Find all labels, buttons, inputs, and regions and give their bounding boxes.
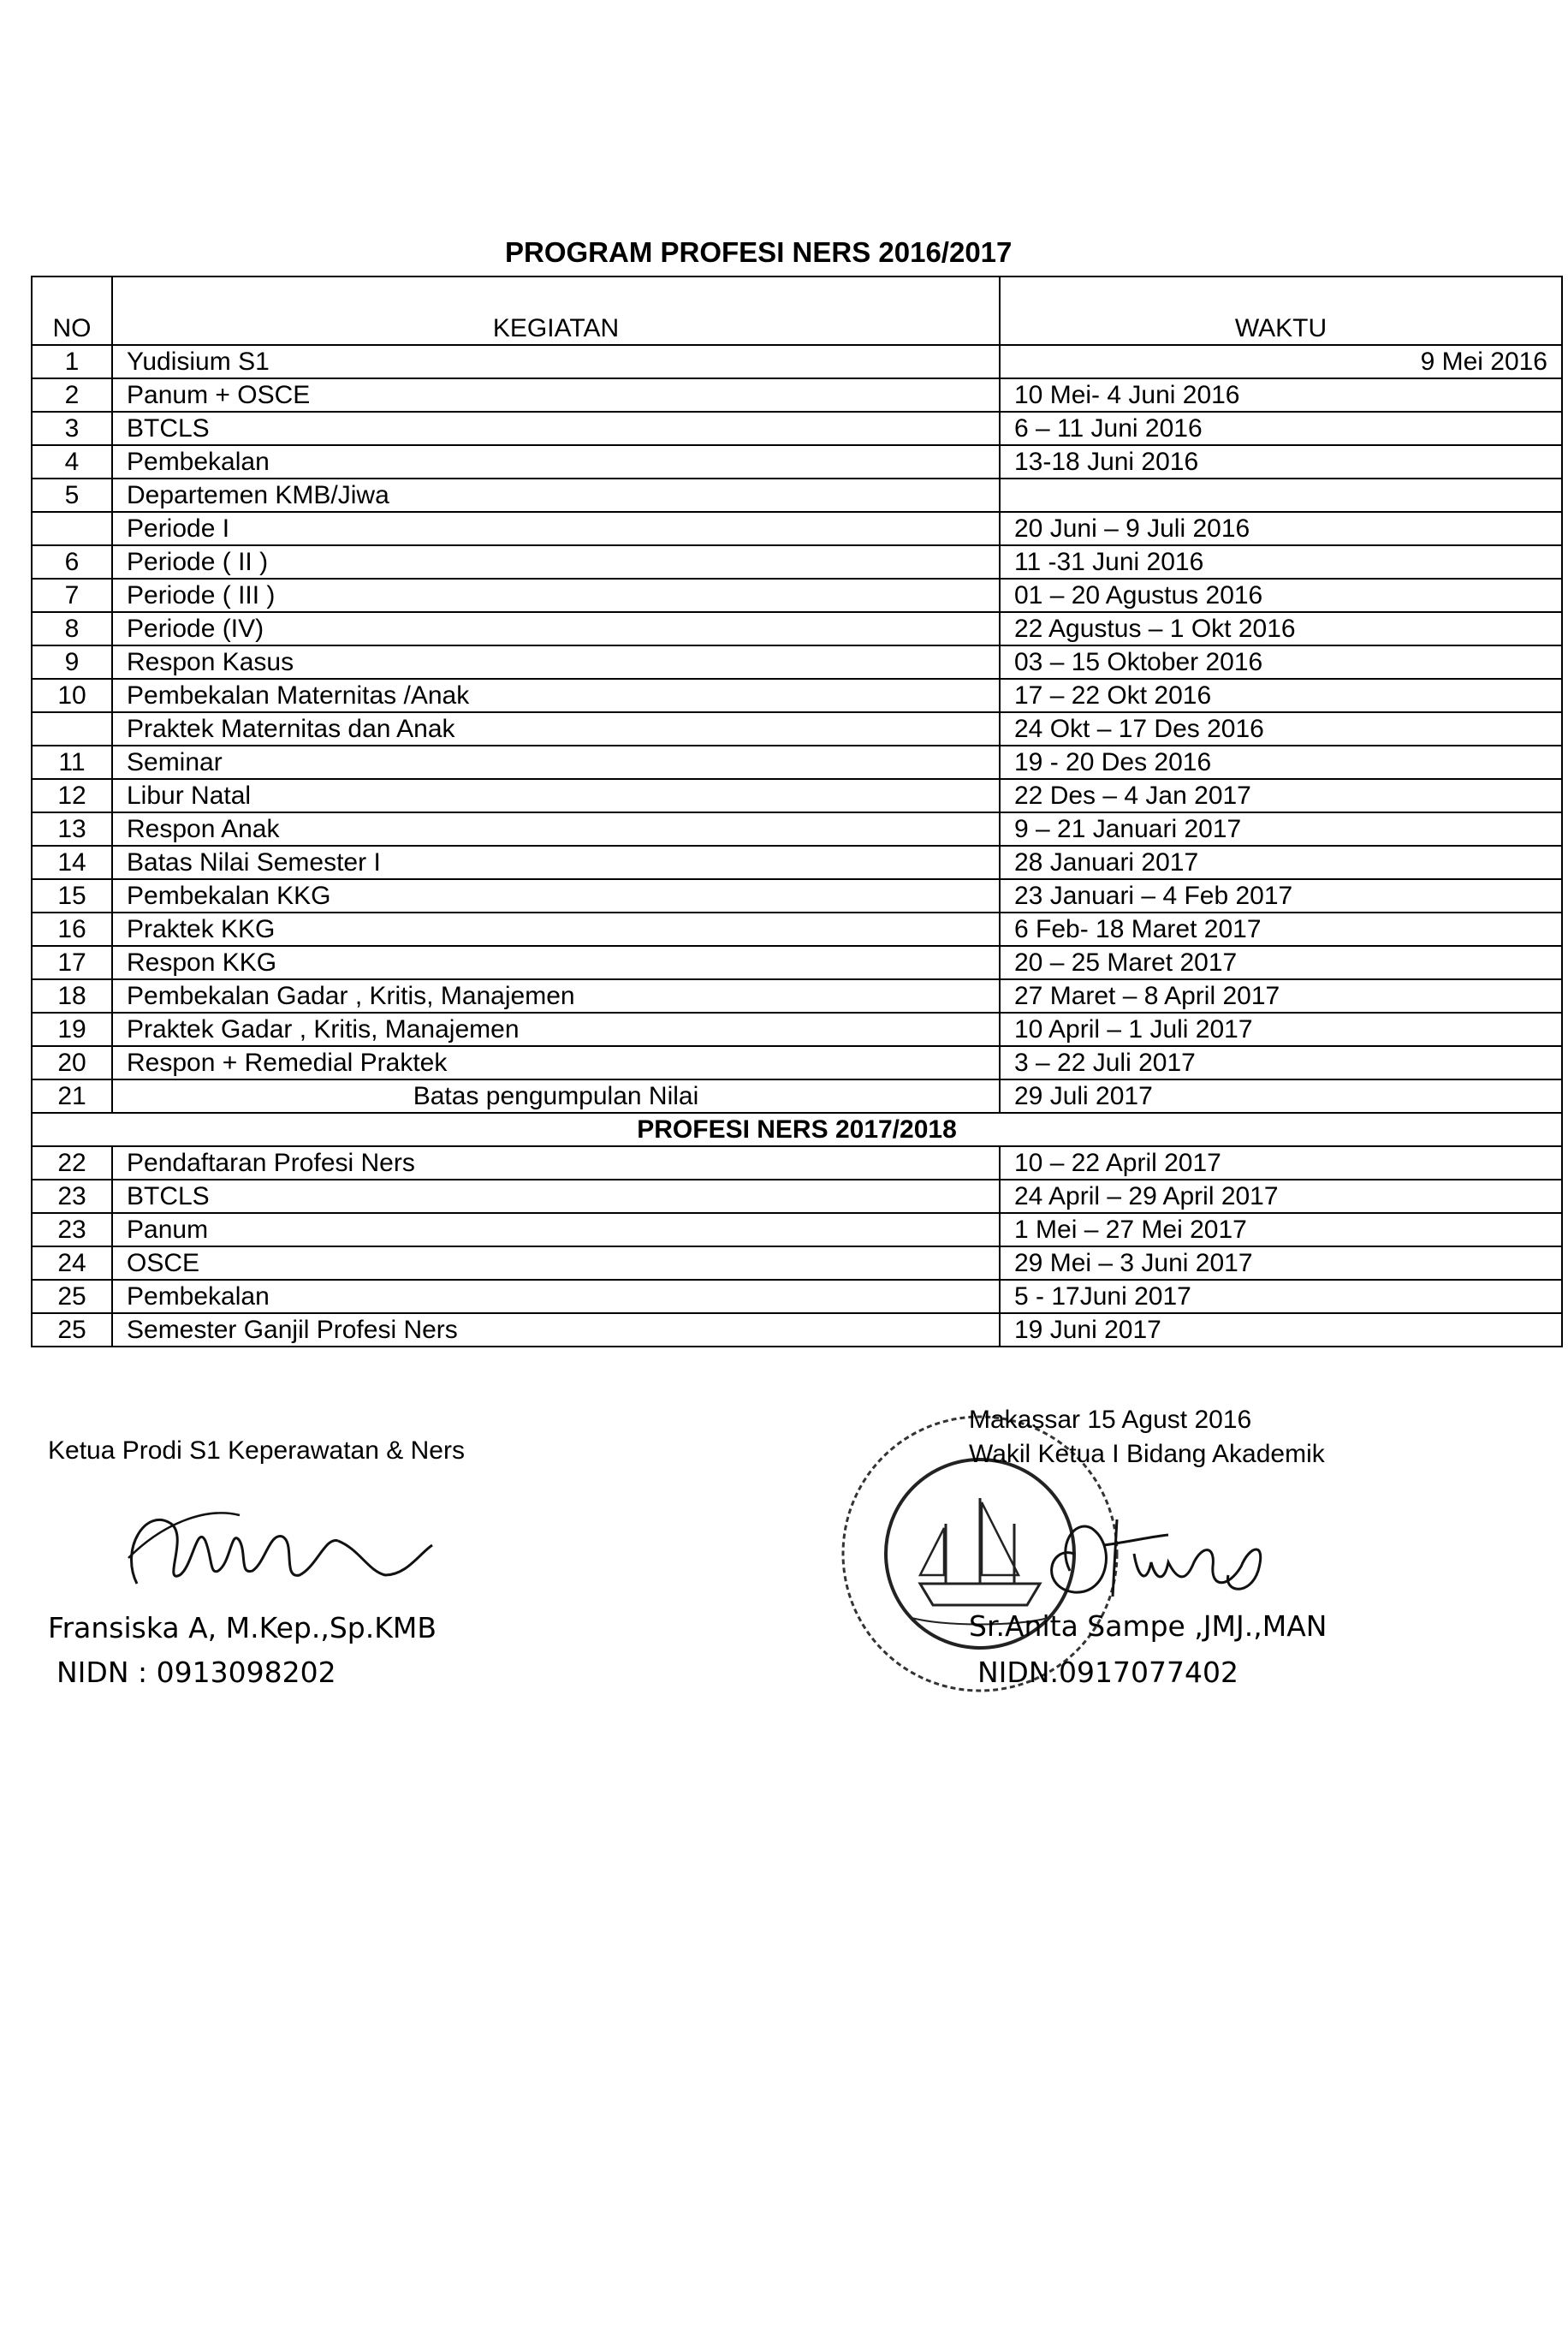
- cell-no: 14: [32, 846, 112, 879]
- cell-kegiatan: Semester Ganjil Profesi Ners: [112, 1313, 1000, 1347]
- table-row: [32, 846, 1562, 879]
- cell-kegiatan: Batas Nilai Semester I: [112, 846, 1000, 879]
- section-2017-header: [32, 1113, 1562, 1146]
- table-row: [32, 812, 1562, 846]
- table-row: [32, 946, 1562, 979]
- cell-waktu: 9 – 21 Januari 2017: [1000, 812, 1562, 846]
- cell-kegiatan: OSCE: [112, 1246, 1000, 1280]
- cell-waktu: 9 Mei 2016: [1000, 345, 1562, 378]
- cell-no: 16: [32, 913, 112, 946]
- table-row: [32, 512, 1562, 545]
- cell-no: 25: [32, 1313, 112, 1347]
- cell-no: 7: [32, 579, 112, 612]
- right-signatory-nidn: NIDN.0917077402: [977, 1656, 1238, 1689]
- cell-kegiatan: Periode I: [112, 512, 1000, 545]
- table-row: [32, 1313, 1562, 1347]
- cell-waktu: 03 – 15 Oktober 2016: [1000, 645, 1562, 679]
- header-kegiatan: KEGIATAN: [112, 277, 1000, 345]
- cell-kegiatan: Respon + Remedial Praktek: [112, 1046, 1000, 1079]
- cell-kegiatan: Yudisium S1: [112, 345, 1000, 378]
- cell-no: 24: [32, 1246, 112, 1280]
- table-row: [32, 913, 1562, 946]
- table-row: [32, 545, 1562, 579]
- cell-no: 15: [32, 879, 112, 913]
- cell-waktu: 20 – 25 Maret 2017: [1000, 946, 1562, 979]
- cell-kegiatan: Respon KKG: [112, 946, 1000, 979]
- table-row: [32, 345, 1562, 378]
- cell-waktu: 17 – 22 Okt 2016: [1000, 679, 1562, 712]
- cell-kegiatan: Pembekalan KKG: [112, 879, 1000, 913]
- cell-no: 10: [32, 679, 112, 712]
- cell-no: 17: [32, 946, 112, 979]
- table-row: [32, 712, 1562, 746]
- cell-waktu: 29 Mei – 3 Juni 2017: [1000, 1246, 1562, 1280]
- cell-no: 8: [32, 612, 112, 645]
- cell-waktu: 1 Mei – 27 Mei 2017: [1000, 1213, 1562, 1246]
- cell-kegiatan: Periode ( II ): [112, 545, 1000, 579]
- cell-waktu: 19 Juni 2017: [1000, 1313, 1562, 1347]
- left-signatory-nidn: NIDN : 0913098202: [56, 1656, 336, 1689]
- section-title: PROFESI NERS 2017/2018: [32, 1113, 1562, 1146]
- left-signature: [111, 1490, 454, 1618]
- cell-kegiatan: Periode (IV): [112, 612, 1000, 645]
- cell-waktu: 28 Januari 2017: [1000, 846, 1562, 879]
- cell-no: [32, 712, 112, 746]
- table-row: [32, 1079, 1562, 1113]
- cell-kegiatan: Libur Natal: [112, 779, 1000, 812]
- table-row: [32, 679, 1562, 712]
- cell-waktu: 19 - 20 Des 2016: [1000, 746, 1562, 779]
- right-signatory-name: Sr.Anita Sampe ,JMJ.,MAN: [969, 1609, 1327, 1643]
- cell-waktu: 01 – 20 Agustus 2016: [1000, 579, 1562, 612]
- right-signature: [1023, 1494, 1280, 1614]
- cell-no: 21: [32, 1079, 112, 1113]
- cell-no: 6: [32, 545, 112, 579]
- cell-waktu: [1000, 479, 1562, 512]
- cell-waktu: 10 April – 1 Juli 2017: [1000, 1013, 1562, 1046]
- cell-no: 12: [32, 779, 112, 812]
- cell-no: 22: [32, 1146, 112, 1180]
- cell-kegiatan: Praktek Maternitas dan Anak: [112, 712, 1000, 746]
- cell-no: 3: [32, 412, 112, 445]
- table-row: [32, 746, 1562, 779]
- table-row: [32, 479, 1562, 512]
- cell-kegiatan: Seminar: [112, 746, 1000, 779]
- cell-kegiatan: BTCLS: [112, 1180, 1000, 1213]
- cell-kegiatan: Respon Anak: [112, 812, 1000, 846]
- cell-no: [32, 512, 112, 545]
- cell-kegiatan: Respon Kasus: [112, 645, 1000, 679]
- cell-waktu: 3 – 22 Juli 2017: [1000, 1046, 1562, 1079]
- cell-waktu: 5 - 17Juni 2017: [1000, 1280, 1562, 1313]
- right-place-date: Makassar 15 Agust 2016: [969, 1406, 1252, 1434]
- table-row: [32, 1280, 1562, 1313]
- cell-kegiatan: Batas pengumpulan Nilai: [112, 1079, 1000, 1113]
- cell-waktu: 11 -31 Juni 2016: [1000, 545, 1562, 579]
- table-row: [32, 1146, 1562, 1180]
- cell-no: 9: [32, 645, 112, 679]
- table-row: [32, 879, 1562, 913]
- cell-waktu: 13-18 Juni 2016: [1000, 445, 1562, 479]
- table-header-row: [32, 277, 1562, 345]
- table-row: [32, 1180, 1562, 1213]
- table-row: [32, 1013, 1562, 1046]
- cell-kegiatan: Pembekalan Gadar , Kritis, Manajemen: [112, 979, 1000, 1013]
- header-waktu: WAKTU: [1000, 277, 1562, 345]
- right-signatory-title: Wakil Ketua I Bidang Akademik: [969, 1440, 1325, 1468]
- cell-no: 1: [32, 345, 112, 378]
- cell-waktu: 24 April – 29 April 2017: [1000, 1180, 1562, 1213]
- cell-no: 11: [32, 746, 112, 779]
- left-signatory-title: Ketua Prodi S1 Keperawatan & Ners: [48, 1436, 465, 1465]
- cell-no: 13: [32, 812, 112, 846]
- cell-no: 2: [32, 378, 112, 412]
- cell-kegiatan: Pembekalan Maternitas /Anak: [112, 679, 1000, 712]
- cell-kegiatan: Pembekalan: [112, 445, 1000, 479]
- table-row: [32, 1246, 1562, 1280]
- table-row: [32, 1213, 1562, 1246]
- cell-kegiatan: Departemen KMB/Jiwa: [112, 479, 1000, 512]
- cell-no: 20: [32, 1046, 112, 1079]
- table-row: [32, 378, 1562, 412]
- section-title-row: [32, 1113, 1562, 1146]
- schedule-body-2017: [32, 1146, 1562, 1347]
- cell-waktu: 24 Okt – 17 Des 2016: [1000, 712, 1562, 746]
- cell-kegiatan: Panum + OSCE: [112, 378, 1000, 412]
- table-row: [32, 445, 1562, 479]
- table-row: [32, 412, 1562, 445]
- cell-waktu: 23 Januari – 4 Feb 2017: [1000, 879, 1562, 913]
- schedule-body-2016: [32, 345, 1562, 1113]
- cell-waktu: 10 – 22 April 2017: [1000, 1146, 1562, 1180]
- cell-kegiatan: Pembekalan: [112, 1280, 1000, 1313]
- cell-kegiatan: Periode ( III ): [112, 579, 1000, 612]
- cell-no: 5: [32, 479, 112, 512]
- cell-no: 23: [32, 1213, 112, 1246]
- table-row: [32, 779, 1562, 812]
- cell-kegiatan: BTCLS: [112, 412, 1000, 445]
- cell-waktu: 22 Agustus – 1 Okt 2016: [1000, 612, 1562, 645]
- cell-waktu: 6 Feb- 18 Maret 2017: [1000, 913, 1562, 946]
- cell-no: 4: [32, 445, 112, 479]
- cell-no: 18: [32, 979, 112, 1013]
- cell-no: 23: [32, 1180, 112, 1213]
- table-row: [32, 645, 1562, 679]
- table-row: [32, 579, 1562, 612]
- table-row: [32, 1046, 1562, 1079]
- header-no: NO: [32, 277, 112, 345]
- document-title: PROGRAM PROFESI NERS 2016/2017: [505, 236, 1013, 268]
- cell-no: 19: [32, 1013, 112, 1046]
- table-row: [32, 979, 1562, 1013]
- cell-waktu: 6 – 11 Juni 2016: [1000, 412, 1562, 445]
- table-row: [32, 612, 1562, 645]
- cell-kegiatan: Praktek KKG: [112, 913, 1000, 946]
- cell-waktu: 10 Mei- 4 Juni 2016: [1000, 378, 1562, 412]
- schedule-table: [31, 276, 1563, 1347]
- left-signatory-name: Fransiska A, M.Kep.,Sp.KMB: [48, 1611, 437, 1644]
- cell-kegiatan: Pendaftaran Profesi Ners: [112, 1146, 1000, 1180]
- cell-kegiatan: Praktek Gadar , Kritis, Manajemen: [112, 1013, 1000, 1046]
- cell-kegiatan: Panum: [112, 1213, 1000, 1246]
- cell-waktu: 29 Juli 2017: [1000, 1079, 1562, 1113]
- cell-no: 25: [32, 1280, 112, 1313]
- cell-waktu: 22 Des – 4 Jan 2017: [1000, 779, 1562, 812]
- cell-waktu: 20 Juni – 9 Juli 2016: [1000, 512, 1562, 545]
- cell-waktu: 27 Maret – 8 April 2017: [1000, 979, 1562, 1013]
